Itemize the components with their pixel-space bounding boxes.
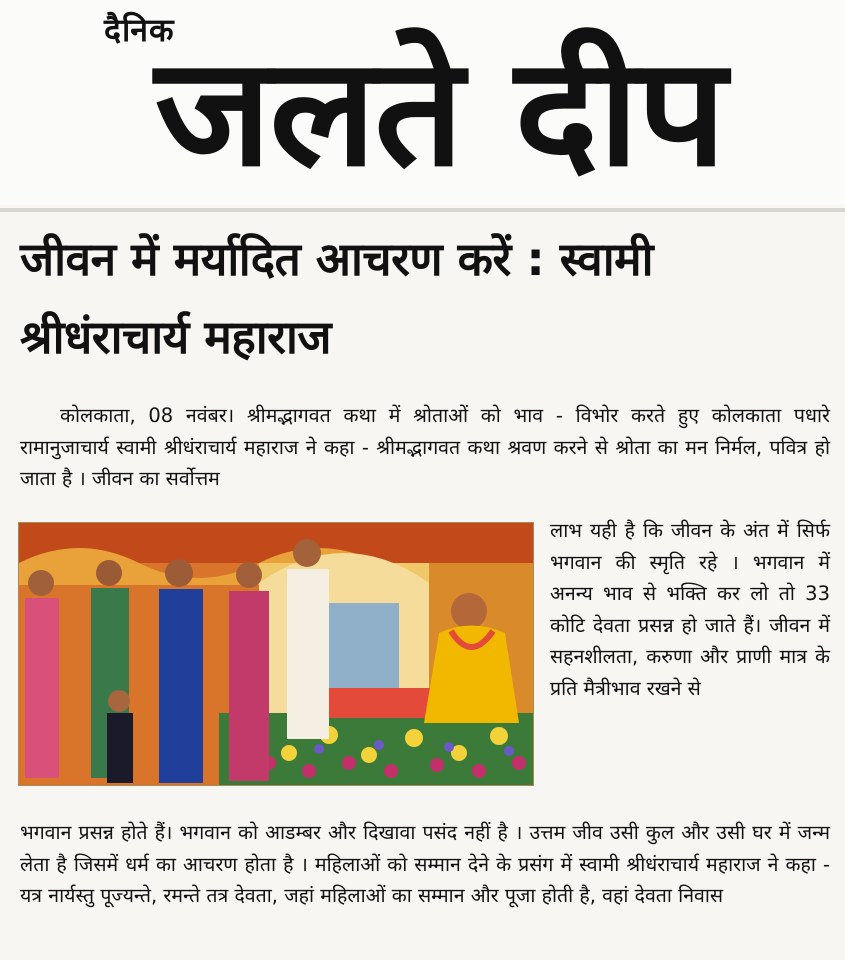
newspaper-masthead bbox=[0, 0, 845, 205]
event-photo bbox=[18, 522, 534, 786]
article-headline: जीवन में मर्यादित आचरण करें : स्वामी श्रीधंराचार्य महाराज bbox=[20, 232, 654, 364]
article-paragraph-3: भगवान प्रसन्न होते हैं। भगवान को आडम्बर और दिखावा पसंद नहीं है । उत्तम जीव उसी कुल और उसी घर में जन्म लेता है जिसमें धर्म का आचरण होता है । महिलाओं को सम्मान देने के प्रसंग में स्वामी श्रीधंराचार्य महाराज ने कहा - यत्र नार्यस्तु पूज्यन्ते, रमन्ते तत्र देवता, जहां महिलाओं का सम्मान और पूजा होती है, वहां देवता निवास bbox=[20, 821, 830, 907]
masthead-title: जलते दीप bbox=[154, 26, 725, 200]
article-paragraph-2: लाभ यही है कि जीवन के अंत में सिर्फ भगवान की स्मृति रहे । भगवान में अनन्य भाव से भक्ति कर लो तो 33 कोटि देवता प्रसन्न हो जाते हैं। जीवन में सहनशीलता, करुणा और प्राणी मात्र के प्रति मैत्रीभाव रखने से bbox=[550, 519, 830, 700]
masthead-divider bbox=[0, 208, 845, 212]
masthead-small-title: दैनिक bbox=[104, 11, 175, 49]
article-paragraph-1: कोलकाता, 08 नवंबर। श्रीमद्भागवत कथा में श्रोताओं को भाव - विभोर करते हुए कोलकाता पधारे रामानुजाचार्य स्वामी श्रीधंराचार्य महाराज ने कहा - श्रीमद्भागवत कथा श्रवण करने से श्रोता का मन निर्मल, पवित्र हो जाता है । जीवन का सर्वोत्तम bbox=[20, 404, 830, 490]
event-photo-illustration bbox=[19, 523, 533, 785]
